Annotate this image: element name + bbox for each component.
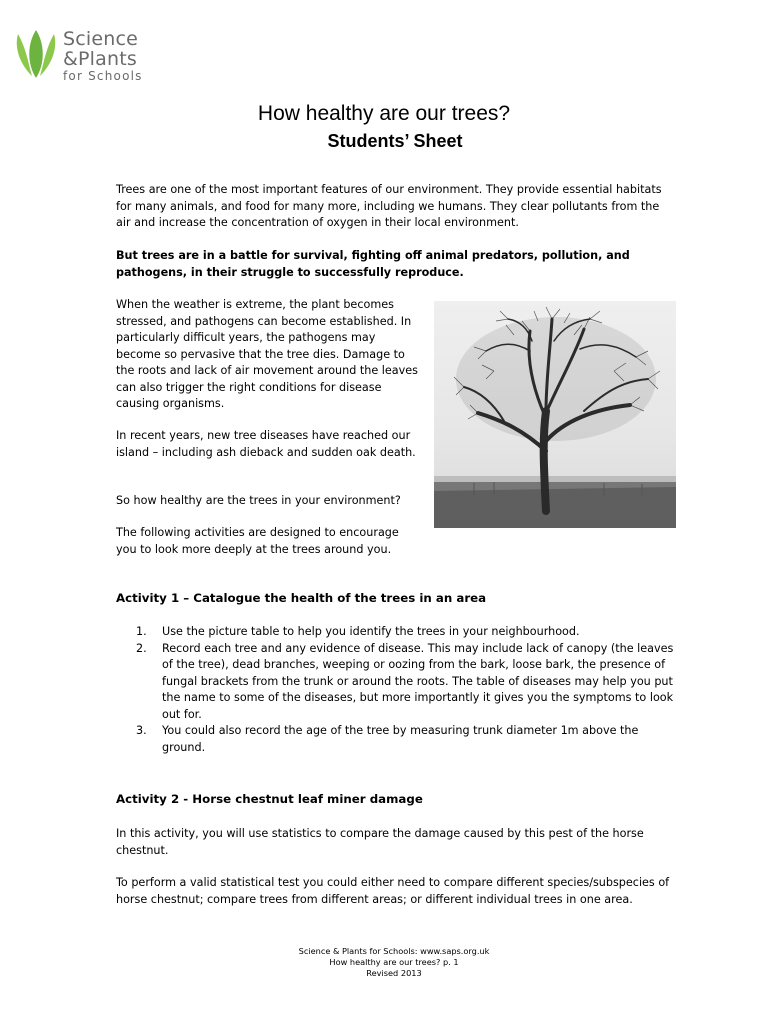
logo-wordmark [63,30,143,82]
activities-intro-paragraph: The following activities are designed to encourage you to look more deeply at the trees around you. [116,526,399,556]
activity-2-paragraph-2: To perform a valid statistical test you could either need to compare different species/subspecies of horse chestnut; compare trees from different areas; or different individual trees in one area. [116,876,670,906]
list-item [136,624,676,641]
footer-website: Science & Plants for Schools: www.saps.org.uk [298,946,490,956]
list-item-text: Use the picture table to help you identify the trees in your neighbourhood. [162,625,580,638]
new-diseases-paragraph: In recent years, new tree diseases have reached our island – including ash dieback and sudden oak death. [116,429,416,459]
tree-photo [434,301,676,528]
list-item [136,723,676,756]
tree-illustration [434,301,676,528]
list-item-text: You could also record the age of the tree by measuring trunk diameter 1m above the ground. [162,724,639,754]
page-title: How healthy are our trees? [257,102,511,125]
activity-2-paragraph-1: In this activity, you will use statistics to compare the damage caused by this pest of the horse chestnut. [116,827,644,857]
footer-page-number: How healthy are our trees? p. 1 [329,957,459,967]
list-item-number: 3. [136,724,147,737]
activity-1-heading: Activity 1 – Catalogue the health of the trees in an area [116,591,487,605]
question-paragraph: So how healthy are the trees in your environment? [116,494,401,507]
list-item-number: 1. [136,625,147,638]
list-item-number: 2. [136,641,147,655]
stress-paragraph: When the weather is extreme, the plant becomes stressed, and pathogens can become established. In particularly difficult years, the pathogens may become so pervasive that the tree dies. Damage to the roots and lack of air movement around the leaves can also trigger the right conditions for disease causing organisms. [116,298,418,410]
list-item-text: Record each tree and any evidence of disease. This may include lack of canopy (the leaves of the tree), dead branches, weeping or oozing from the bark, loose bark, the presence of fungal brackets from the trunk or around the roots. The table of diseases may help you put the name to some of the diseases, but more importantly it gives you the symptoms to look out for. [162,641,674,721]
list-item [136,641,676,724]
logo-line-2: &Plants [63,48,137,70]
leaf-logo-icon [14,30,58,80]
intro-paragraph: Trees are one of the most important features of our environment. They provide essential habitats for many animals, and food for many more, including we humans. They clear pollutants from the air and increase the concentration of oxygen in their local environment. [116,183,662,229]
activity-1-steps [136,624,676,756]
logo-line-1: Science [63,28,139,50]
battle-paragraph: But trees are in a battle for survival, fighting off animal predators, pollution, and pathogens, in their struggle to successfully reproduce. [116,249,630,279]
logo-line-3: for Schools [63,69,143,83]
page-subtitle: Students’ Sheet [327,131,463,151]
activity-2-heading: Activity 2 - Horse chestnut leaf miner damage [116,792,423,806]
footer-revision: Revised 2013 [366,968,422,978]
saps-logo [14,30,154,82]
page-footer [0,946,768,979]
